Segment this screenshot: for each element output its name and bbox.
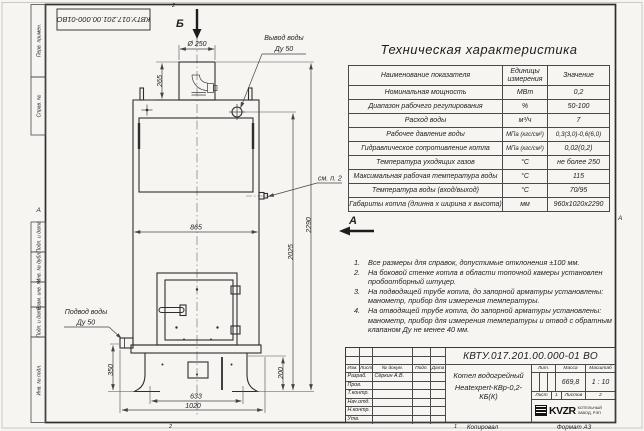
signature-row [346,407,445,416]
unit-cell: м³/ч [503,114,548,128]
notes-list [352,258,620,335]
see-note-label: см. п. 2 [318,175,342,183]
param-cell: Диапазон рабочего регулирования [349,100,503,114]
param-cell: Расход воды [349,114,503,128]
scale-value: 1 : 10 [591,378,610,386]
dim-2025: 2025 [288,244,295,260]
kvzr-logo-icon [535,405,547,416]
param-cell: Рабочее давление воды [349,128,503,142]
dim-200: 200 [278,367,285,379]
note-item [352,306,620,335]
table-row [349,128,610,142]
door-handle-bracket [180,305,186,316]
person-name [373,407,413,415]
note-number: 3. [354,286,361,296]
param-cell: Температура воды (вход/выход) [349,184,503,198]
value-cell: 0,3(3,0)-0,6(6,0) [548,128,610,142]
door-hinge-top [231,286,240,294]
person-name: Сёркин А.В. [373,373,413,381]
margin-label-sprav-no: Справ. № [36,94,43,118]
note-item [352,258,620,268]
furnace-door-inner [165,280,233,340]
unit-cell: % [503,100,548,114]
elbow-flange [208,84,214,93]
outlet-callout-line2: Ду 50 [274,46,294,53]
role-label: Пров. [346,382,373,390]
note-text: На подводящей трубе котла, до запорной арматуры установлены: манометр, прибор для измерения температуры. [368,286,604,306]
margin-label-podp-data-1: Подп. и дата [36,221,43,253]
doc-number: КВТУ.017.201.00.000-01 ВО [463,350,598,362]
inlet-callout-line1: Подвод воды [64,309,108,316]
value-cell: 0,02(0,2) [548,142,610,156]
unit-cell: МВт [503,86,548,100]
table-row [349,156,610,170]
zone-top-2: 2 [172,3,176,9]
unit-cell: °С [503,156,548,170]
callout-texts [65,34,342,327]
margin-label-perv-primen: Перв. примен. [36,23,43,58]
stand-left-leg [135,353,145,391]
product-name-line2: Heatexpert-КВр-0,2-КБ(К) [454,383,523,401]
param-cell: Максимальная рабочая температура воды [349,170,503,184]
zone-left-a: А [36,207,41,214]
bottom-plate [131,345,261,353]
signature-row [346,390,445,399]
unit-cell: °С [503,184,548,198]
role-label: Разраб. [346,373,373,381]
value-cell: 50-100 [548,100,610,114]
note-item [352,268,620,287]
kvzr-sub-line2: ЗАВОД, РЭП [577,409,601,415]
dim-865: 865 [190,224,202,232]
elbow-base [192,93,207,96]
footer-copied-label: Копировал [466,423,499,431]
table-row [349,142,610,156]
role-label: Т.контр. [346,390,373,398]
title-block [345,347,616,423]
lit-label: Лит. [532,365,556,372]
kvzr-sub-line1: КОТЕЛЬНЫЙ [577,405,602,411]
value-cell: 7 [548,114,610,128]
col-header-parameter: Наименование показателя [349,66,503,86]
tech-table-header-row [349,66,610,86]
dim-265: 265 [157,75,164,87]
dimension-texts [108,41,313,410]
lifting-lug-left [140,88,144,100]
table-row [349,100,610,114]
note-text: Все размеры для справок, допустимые отклонения ±100 мм. [368,258,580,267]
mass-value: 669,8 [556,373,586,391]
note-text: На отводящей трубе котла, до запорной арматуры установлены: манометр, прибор для измерения температуры и отвод с обратным клапаном Ду не менее 40 мм. [368,305,612,335]
note-number: 2. [354,267,361,277]
zone-right-a: А [618,215,623,222]
value-cell: 0,2 [548,86,610,100]
ash-opening [188,362,208,378]
value-cell: 960х1020х2290 [548,198,610,212]
door-hinge-bottom [231,326,240,334]
signature-row [346,373,445,382]
unit-cell: °С [503,170,548,184]
margin-label-podp-data-2: Подп. и дата [36,306,43,338]
table-row [349,114,610,128]
unit-cell: МПа (кгс/см²) [503,142,548,156]
table-row [349,184,610,198]
sheet-value: 1 [552,392,562,399]
product-name-line1: Котел водогрейный [453,371,524,380]
param-cell: Гидравлическое сопротивление котла [349,142,503,156]
person-name [373,382,413,390]
title-block-right [532,365,615,422]
scale-label: Масштаб [589,366,612,371]
kvzr-logo-text: KVZR [549,404,576,417]
hdr-data: Дата [431,366,445,371]
dim-633: 633 [190,393,202,401]
hdr-list: Лист [360,366,373,371]
view-b-label: Б [176,18,184,30]
role-label: Утв. [346,416,373,424]
value-cell: не более 250 [548,156,610,170]
kvzr-logo-subtext [578,406,602,415]
margin-label-vzam-inv: Взам. инв. № [36,279,43,310]
lifting-lug-right [249,88,253,100]
col-header-units: Единицы измерения [503,66,548,86]
margin-label-inv-dubl: Инв. № дубл. [36,251,43,283]
table-row [349,86,610,100]
person-name [373,416,413,424]
margin-label-inv-podl: Инв. № подл. [36,364,43,396]
param-cell: Температура уходящих газов [349,156,503,170]
signature-header-row [346,365,445,373]
stamp-doc-number: КВТУ.017.201.00.000-01ВО [56,14,151,24]
value-cell: 115 [548,170,610,184]
hdr-podp: Подп. [413,365,431,372]
unit-cell: МПа (кгс/см²) [503,128,548,142]
note-item [352,287,620,306]
note-text: На боковой стенке котла в области топочной камеры установлен пробоотборный штуцер. [368,267,603,287]
signature-row [346,382,445,391]
hdr-izm: Изм. [346,365,360,372]
zone-bottom-2: 2 [169,424,173,430]
table-row [349,170,610,184]
change-table [346,348,446,364]
footer-format-label: Формат А3 [556,423,592,431]
company-logo [532,400,615,422]
signature-row [346,399,445,408]
inlet-callout-line2: Ду 50 [76,319,96,327]
tech-table-title: Техническая характеристика [380,42,578,57]
title-block-top [346,348,615,365]
dim-2290: 2290 [306,217,313,233]
unit-cell: мм [503,198,548,212]
boiler-body [133,100,259,345]
person-name [373,399,413,407]
mass-label: Масса [556,365,586,372]
dim-1020: 1020 [185,403,201,410]
view-a-label: А [349,215,357,227]
note-number: 4. [354,305,361,315]
note-number: 1. [354,258,361,267]
zone-bottom-1: 1 [454,424,458,430]
person-name [373,390,413,398]
callout-leaders [64,54,342,339]
param-cell: Габариты котла (длинна х ширина х высота) [349,198,503,212]
hdr-docnum: № докум. [373,365,413,372]
upper-panel [139,118,253,192]
role-label: Н.контр. [346,407,373,415]
value-cell: 70/95 [548,184,610,198]
table-row [349,198,610,212]
signature-row [346,416,445,424]
dim-chimney-dia: Ø 250 [187,41,207,48]
dim-350: 350 [108,364,115,376]
role-label: Нач.отд. [346,399,373,407]
outlet-callout-line1: Вывод воды [264,35,304,42]
sheets-value: 2 [599,393,602,398]
param-cell: Номинальная мощность [349,86,503,100]
col-header-value: Значение [548,66,610,86]
signature-block [346,365,446,422]
product-name [446,365,532,422]
sheet-label: Лист [532,392,552,399]
stand-right-leg [247,353,257,391]
tech-table [348,65,610,212]
elbow-inner [200,75,208,83]
sheets-label: Листов [562,392,586,399]
